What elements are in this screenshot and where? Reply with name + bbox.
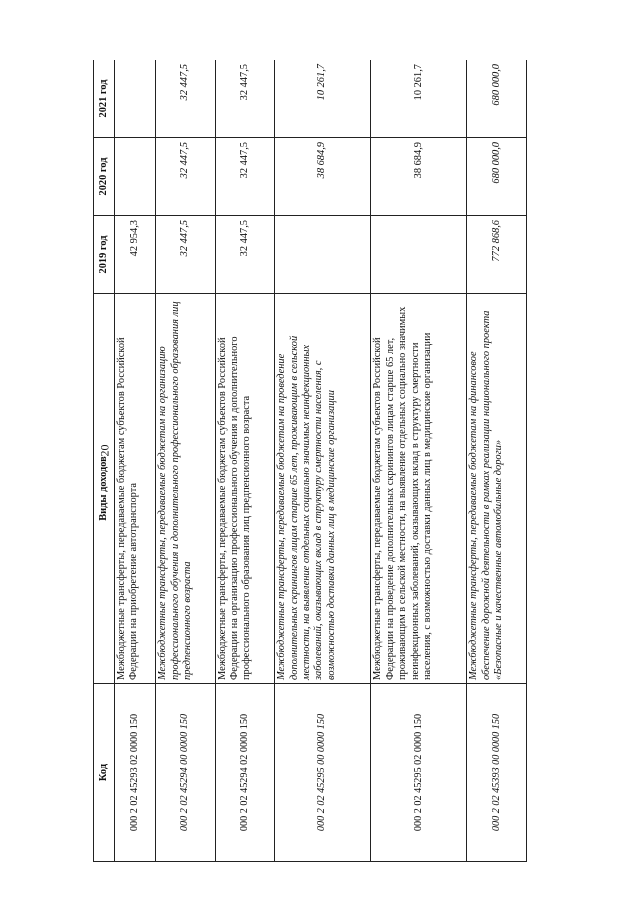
- row-code: 000 2 02 45294 02 0000 150: [215, 684, 274, 862]
- table-row: [275, 60, 371, 862]
- row-value-2020: 680 000,0: [467, 138, 527, 216]
- row-description: Межбюджетные трансферты, передаваемые бюджетам на проведение дополнительных скринингов лицам старше 65 лет, проживающим в сельской местности, на выявление отдельных социально значимых неинфекционных заболеваний, оказывающих вклад в структуру смертности населения, с возможностью доставки данных лиц в медицинские организации: [275, 294, 371, 684]
- table-row: [215, 60, 274, 862]
- header-2020: 2020 год: [94, 138, 115, 216]
- row-value-2020: 32 447,5: [215, 138, 274, 216]
- row-description: Межбюджетные трансферты, передаваемые бюджетам субъектов Российской Федерации на проведение дополнительных скринингов лицам старше 65 лет, проживающим в сельской местности, на выявление отдельных социально значимых неинфекционных заболеваний, оказывающих вклад в структуру смертности населения, с возможностью доставки данных лиц в медицинские организации: [371, 294, 467, 684]
- row-code: 000 2 02 45293 02 0000 150: [115, 684, 156, 862]
- header-2021: 2021 год: [94, 60, 115, 138]
- row-value-2021: 680 000,0: [467, 60, 527, 138]
- table-row: [371, 60, 467, 862]
- row-value-2020: 38 684,9: [275, 138, 371, 216]
- row-description: Межбюджетные трансферты, передаваемые бюджетам субъектов Российской Федерации на организацию профессионального обучения и дополнительного профессионального образования лиц предпенсионного возраста: [215, 294, 274, 684]
- row-code: 000 2 02 45393 00 0000 150: [467, 684, 527, 862]
- table-row: [467, 60, 527, 862]
- header-2019: 2019 год: [94, 216, 115, 294]
- row-value-2019: 32 447,5: [156, 216, 215, 294]
- row-description: Межбюджетные трансферты, передаваемые бюджетам на организацию профессионального обучения и дополнительного профессионального образования лиц предпенсионного возраста: [156, 294, 215, 684]
- row-code: 000 2 02 45294 00 0000 150: [156, 684, 215, 862]
- header-code: Код: [94, 684, 115, 862]
- row-value-2019: 32 447,5: [215, 216, 274, 294]
- row-value-2019: 42 954,3: [115, 216, 156, 294]
- rotated-page-area: [93, 60, 527, 862]
- row-description: Межбюджетные трансферты, передаваемые бюджетам субъектов Российской Федерации на приобретение автотранспорта: [115, 294, 156, 684]
- row-value-2021: 32 447,5: [215, 60, 274, 138]
- page-number: 20: [97, 444, 112, 457]
- table-row: [156, 60, 215, 862]
- row-value-2021: 32 447,5: [156, 60, 215, 138]
- row-description: Межбюджетные трансферты, передаваемые бюджетам на финансовое обеспечение дорожной деятельности в рамках реализации национального проекта «Безопасные и качественные автомобильные дороги»: [467, 294, 527, 684]
- table-header-row: [94, 60, 115, 862]
- row-value-2021: 10 261,7: [275, 60, 371, 138]
- row-value-2020: 38 684,9: [371, 138, 467, 216]
- table-row: [115, 60, 156, 862]
- row-value-2019: [371, 216, 467, 294]
- income-table: [93, 60, 527, 862]
- rotated-table-container: [93, 60, 527, 862]
- row-value-2020: 32 447,5: [156, 138, 215, 216]
- row-code: 000 2 02 45295 02 0000 150: [371, 684, 467, 862]
- row-value-2019: [275, 216, 371, 294]
- row-code: 000 2 02 45295 00 0000 150: [275, 684, 371, 862]
- row-value-2021: [115, 60, 156, 138]
- row-value-2021: 10 261,7: [371, 60, 467, 138]
- row-value-2020: [115, 138, 156, 216]
- row-value-2019: 772 868,6: [467, 216, 527, 294]
- header-income-type: Виды доходов: [94, 294, 115, 684]
